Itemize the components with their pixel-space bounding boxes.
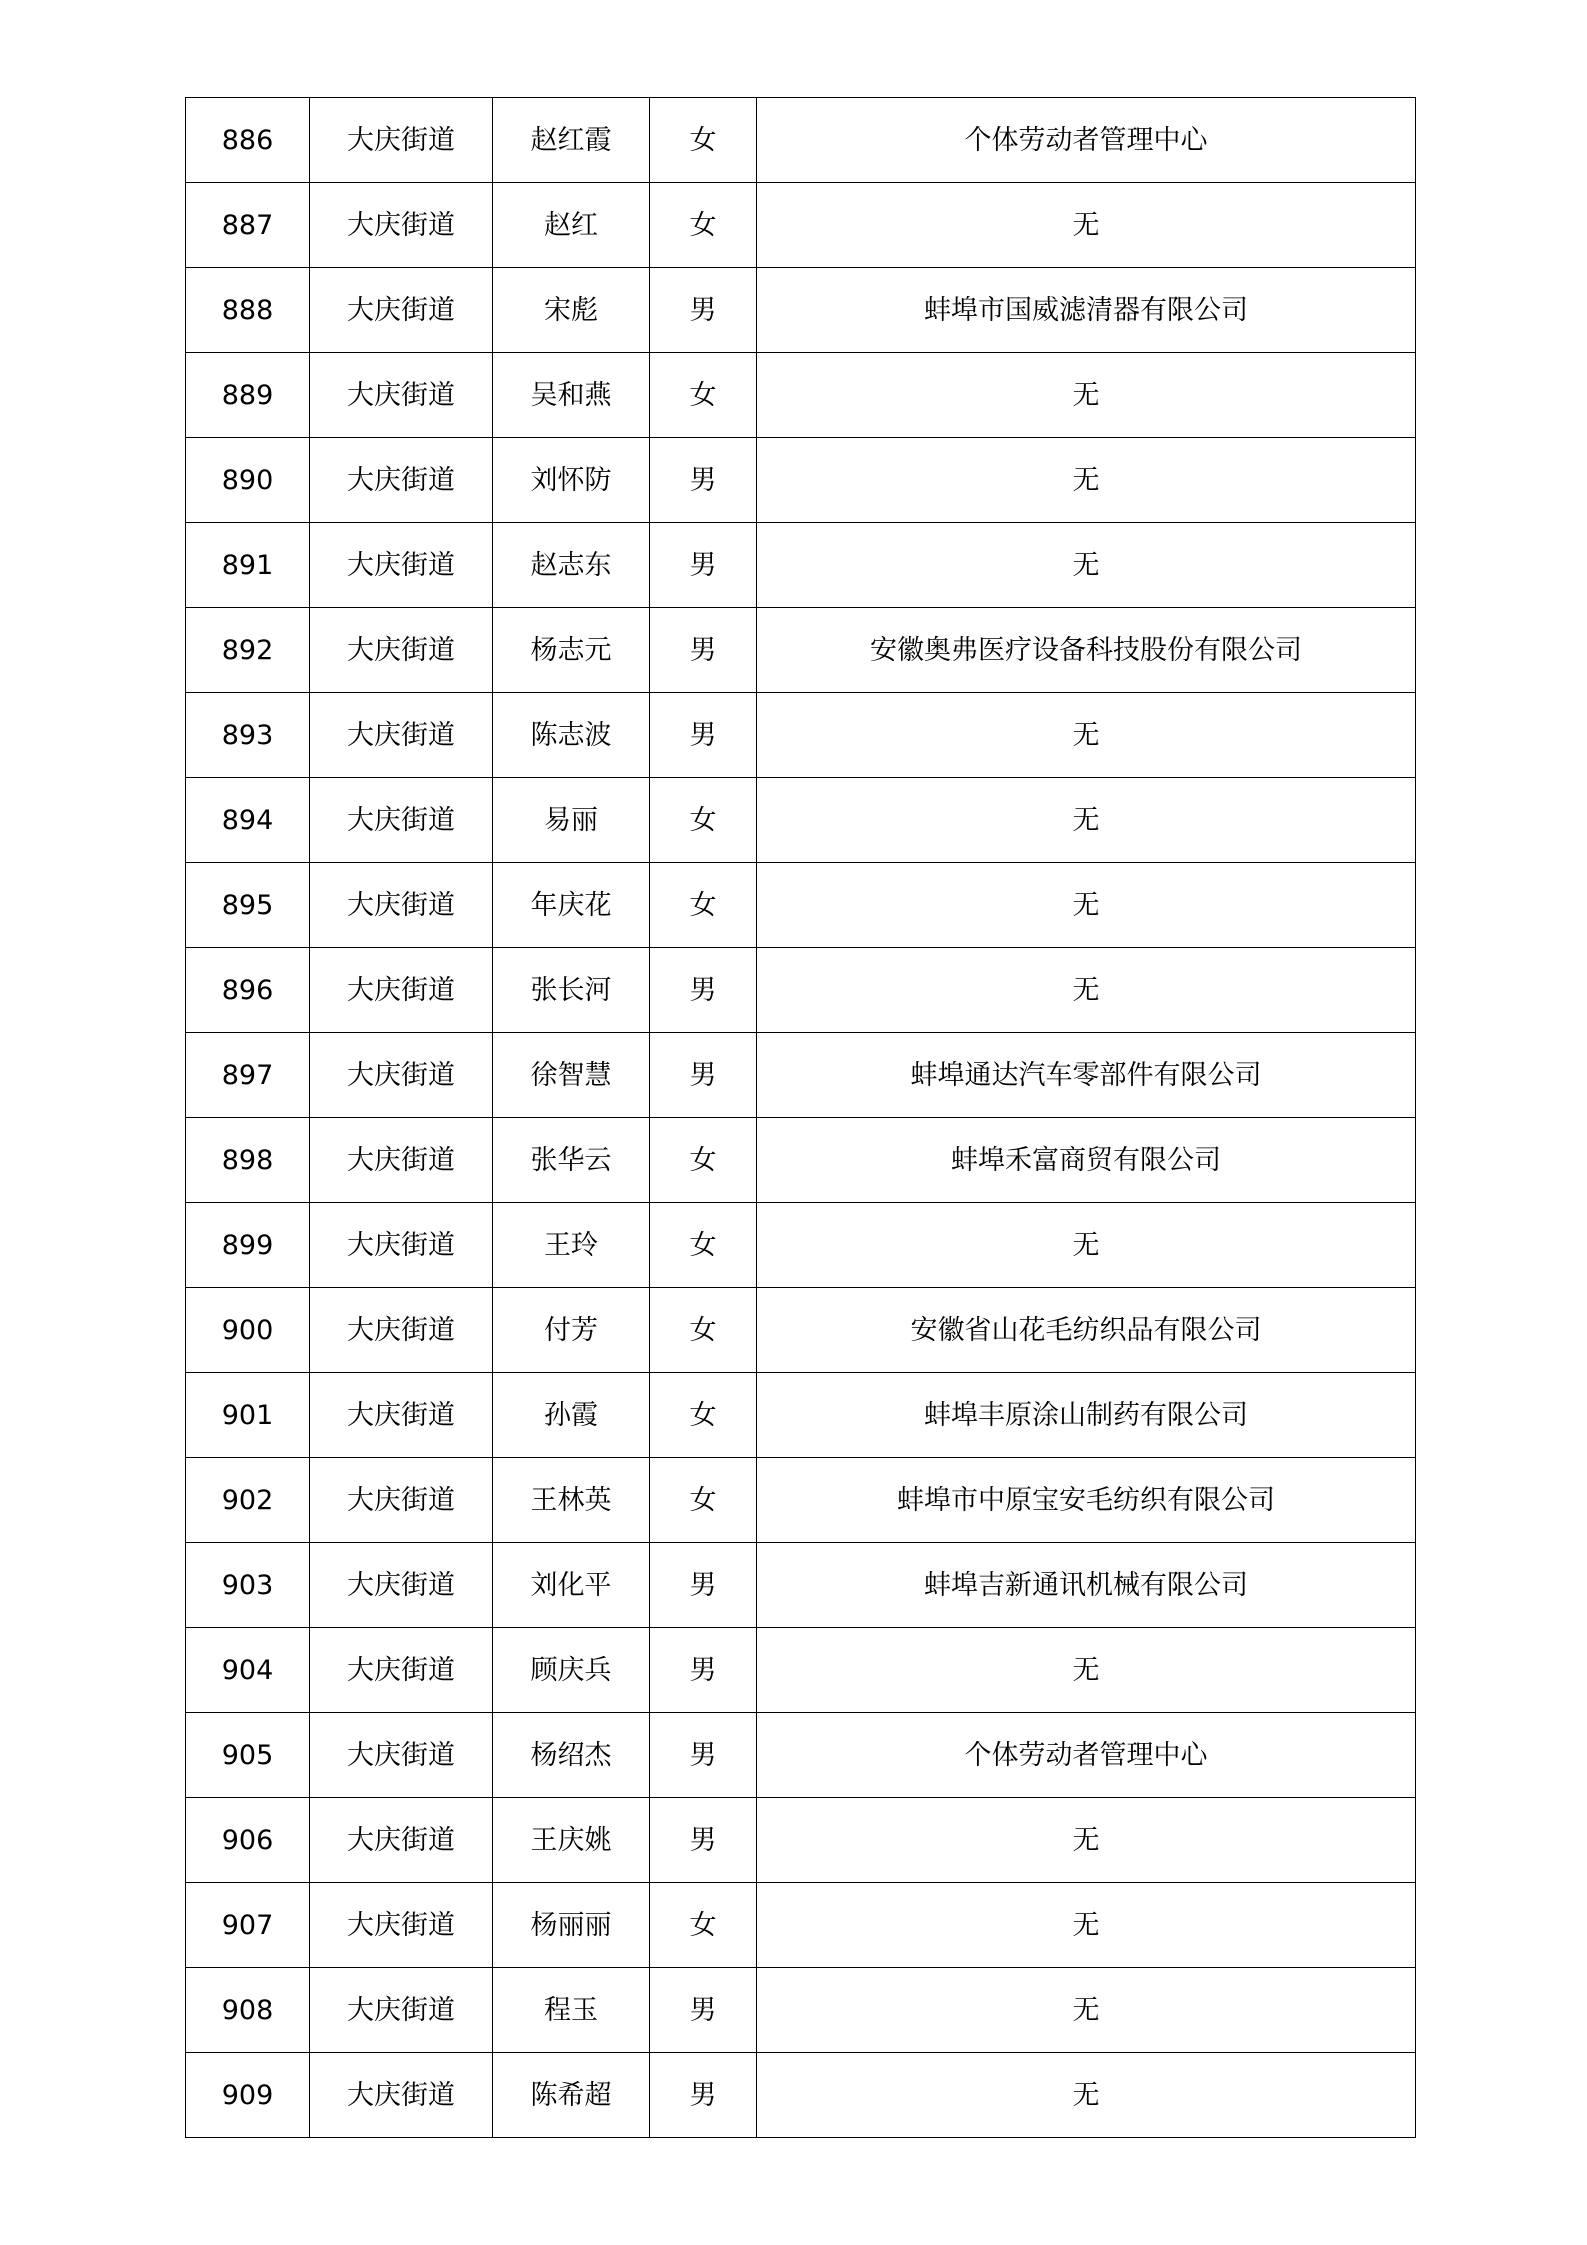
person-name-cell: 付芳 xyxy=(493,1288,650,1373)
organization-cell: 安徽省山花毛纺织品有限公司 xyxy=(757,1288,1416,1373)
street-cell: 大庆街道 xyxy=(310,608,493,693)
gender-cell: 男 xyxy=(650,948,757,1033)
street-cell: 大庆街道 xyxy=(310,1458,493,1543)
table-row xyxy=(186,1033,1416,1118)
person-name-cell: 王林英 xyxy=(493,1458,650,1543)
person-name-cell: 张长河 xyxy=(493,948,650,1033)
street-cell: 大庆街道 xyxy=(310,183,493,268)
row-number-cell: 908 xyxy=(186,1968,310,2053)
organization-cell: 安徽奥弗医疗设备科技股份有限公司 xyxy=(757,608,1416,693)
gender-cell: 女 xyxy=(650,1883,757,1968)
organization-cell: 无 xyxy=(757,778,1416,863)
table-row xyxy=(186,1543,1416,1628)
organization-cell: 蚌埠吉新通讯机械有限公司 xyxy=(757,1543,1416,1628)
gender-cell: 女 xyxy=(650,1203,757,1288)
person-name-cell: 杨志元 xyxy=(493,608,650,693)
table-row xyxy=(186,1118,1416,1203)
row-number-cell: 900 xyxy=(186,1288,310,1373)
organization-cell: 无 xyxy=(757,183,1416,268)
gender-cell: 男 xyxy=(650,1968,757,2053)
table-row xyxy=(186,693,1416,778)
row-number-cell: 890 xyxy=(186,438,310,523)
row-number-cell: 907 xyxy=(186,1883,310,1968)
street-cell: 大庆街道 xyxy=(310,268,493,353)
gender-cell: 男 xyxy=(650,608,757,693)
organization-cell: 蚌埠丰原涂山制药有限公司 xyxy=(757,1373,1416,1458)
table-row xyxy=(186,608,1416,693)
street-cell: 大庆街道 xyxy=(310,1628,493,1713)
table-row xyxy=(186,98,1416,183)
gender-cell: 男 xyxy=(650,1628,757,1713)
person-name-cell: 王庆姚 xyxy=(493,1798,650,1883)
gender-cell: 女 xyxy=(650,1458,757,1543)
row-number-cell: 886 xyxy=(186,98,310,183)
roster-table-container xyxy=(185,97,1415,2138)
organization-cell: 无 xyxy=(757,1883,1416,1968)
table-row xyxy=(186,863,1416,948)
table-row xyxy=(186,1968,1416,2053)
street-cell: 大庆街道 xyxy=(310,2053,493,2138)
row-number-cell: 894 xyxy=(186,778,310,863)
row-number-cell: 887 xyxy=(186,183,310,268)
organization-cell: 无 xyxy=(757,693,1416,778)
roster-table-body xyxy=(186,98,1416,2138)
gender-cell: 女 xyxy=(650,98,757,183)
street-cell: 大庆街道 xyxy=(310,863,493,948)
person-name-cell: 徐智慧 xyxy=(493,1033,650,1118)
gender-cell: 男 xyxy=(650,1798,757,1883)
street-cell: 大庆街道 xyxy=(310,438,493,523)
table-row xyxy=(186,268,1416,353)
organization-cell: 无 xyxy=(757,2053,1416,2138)
person-name-cell: 宋彪 xyxy=(493,268,650,353)
person-name-cell: 杨绍杰 xyxy=(493,1713,650,1798)
person-name-cell: 刘化平 xyxy=(493,1543,650,1628)
organization-cell: 无 xyxy=(757,1203,1416,1288)
gender-cell: 女 xyxy=(650,183,757,268)
row-number-cell: 889 xyxy=(186,353,310,438)
gender-cell: 男 xyxy=(650,693,757,778)
organization-cell: 蚌埠市国威滤清器有限公司 xyxy=(757,268,1416,353)
gender-cell: 男 xyxy=(650,438,757,523)
person-name-cell: 张华云 xyxy=(493,1118,650,1203)
organization-cell: 蚌埠禾富商贸有限公司 xyxy=(757,1118,1416,1203)
organization-cell: 无 xyxy=(757,523,1416,608)
row-number-cell: 905 xyxy=(186,1713,310,1798)
row-number-cell: 891 xyxy=(186,523,310,608)
row-number-cell: 901 xyxy=(186,1373,310,1458)
row-number-cell: 904 xyxy=(186,1628,310,1713)
person-name-cell: 吴和燕 xyxy=(493,353,650,438)
row-number-cell: 888 xyxy=(186,268,310,353)
gender-cell: 男 xyxy=(650,2053,757,2138)
organization-cell: 蚌埠市中原宝安毛纺织有限公司 xyxy=(757,1458,1416,1543)
table-row xyxy=(186,1373,1416,1458)
street-cell: 大庆街道 xyxy=(310,1713,493,1798)
person-name-cell: 年庆花 xyxy=(493,863,650,948)
person-name-cell: 杨丽丽 xyxy=(493,1883,650,1968)
roster-table xyxy=(185,97,1416,2138)
person-name-cell: 陈希超 xyxy=(493,2053,650,2138)
organization-cell: 个体劳动者管理中心 xyxy=(757,98,1416,183)
street-cell: 大庆街道 xyxy=(310,778,493,863)
person-name-cell: 孙霞 xyxy=(493,1373,650,1458)
street-cell: 大庆街道 xyxy=(310,1033,493,1118)
person-name-cell: 顾庆兵 xyxy=(493,1628,650,1713)
gender-cell: 女 xyxy=(650,863,757,948)
table-row xyxy=(186,183,1416,268)
street-cell: 大庆街道 xyxy=(310,523,493,608)
table-row xyxy=(186,1288,1416,1373)
row-number-cell: 897 xyxy=(186,1033,310,1118)
street-cell: 大庆街道 xyxy=(310,1118,493,1203)
gender-cell: 女 xyxy=(650,1373,757,1458)
person-name-cell: 易丽 xyxy=(493,778,650,863)
gender-cell: 女 xyxy=(650,353,757,438)
table-row xyxy=(186,523,1416,608)
street-cell: 大庆街道 xyxy=(310,1543,493,1628)
street-cell: 大庆街道 xyxy=(310,693,493,778)
gender-cell: 女 xyxy=(650,1118,757,1203)
organization-cell: 无 xyxy=(757,948,1416,1033)
person-name-cell: 陈志波 xyxy=(493,693,650,778)
street-cell: 大庆街道 xyxy=(310,948,493,1033)
street-cell: 大庆街道 xyxy=(310,1203,493,1288)
organization-cell: 无 xyxy=(757,1628,1416,1713)
row-number-cell: 903 xyxy=(186,1543,310,1628)
gender-cell: 男 xyxy=(650,1033,757,1118)
organization-cell: 无 xyxy=(757,1968,1416,2053)
table-row xyxy=(186,438,1416,523)
row-number-cell: 895 xyxy=(186,863,310,948)
row-number-cell: 899 xyxy=(186,1203,310,1288)
table-row xyxy=(186,1203,1416,1288)
person-name-cell: 赵红 xyxy=(493,183,650,268)
gender-cell: 女 xyxy=(650,1288,757,1373)
table-row xyxy=(186,2053,1416,2138)
organization-cell: 无 xyxy=(757,863,1416,948)
street-cell: 大庆街道 xyxy=(310,1373,493,1458)
table-row xyxy=(186,1798,1416,1883)
person-name-cell: 赵志东 xyxy=(493,523,650,608)
street-cell: 大庆街道 xyxy=(310,1288,493,1373)
row-number-cell: 909 xyxy=(186,2053,310,2138)
gender-cell: 男 xyxy=(650,1713,757,1798)
organization-cell: 蚌埠通达汽车零部件有限公司 xyxy=(757,1033,1416,1118)
street-cell: 大庆街道 xyxy=(310,1883,493,1968)
row-number-cell: 906 xyxy=(186,1798,310,1883)
table-row xyxy=(186,778,1416,863)
street-cell: 大庆街道 xyxy=(310,98,493,183)
row-number-cell: 898 xyxy=(186,1118,310,1203)
table-row xyxy=(186,353,1416,438)
gender-cell: 女 xyxy=(650,778,757,863)
table-row xyxy=(186,1628,1416,1713)
row-number-cell: 902 xyxy=(186,1458,310,1543)
street-cell: 大庆街道 xyxy=(310,1798,493,1883)
table-row xyxy=(186,1883,1416,1968)
person-name-cell: 程玉 xyxy=(493,1968,650,2053)
organization-cell: 无 xyxy=(757,353,1416,438)
gender-cell: 男 xyxy=(650,1543,757,1628)
gender-cell: 男 xyxy=(650,268,757,353)
organization-cell: 个体劳动者管理中心 xyxy=(757,1713,1416,1798)
street-cell: 大庆街道 xyxy=(310,1968,493,2053)
table-row xyxy=(186,1458,1416,1543)
person-name-cell: 刘怀防 xyxy=(493,438,650,523)
row-number-cell: 896 xyxy=(186,948,310,1033)
organization-cell: 无 xyxy=(757,438,1416,523)
organization-cell: 无 xyxy=(757,1798,1416,1883)
street-cell: 大庆街道 xyxy=(310,353,493,438)
table-row xyxy=(186,1713,1416,1798)
row-number-cell: 892 xyxy=(186,608,310,693)
gender-cell: 男 xyxy=(650,523,757,608)
table-row xyxy=(186,948,1416,1033)
person-name-cell: 赵红霞 xyxy=(493,98,650,183)
row-number-cell: 893 xyxy=(186,693,310,778)
person-name-cell: 王玲 xyxy=(493,1203,650,1288)
